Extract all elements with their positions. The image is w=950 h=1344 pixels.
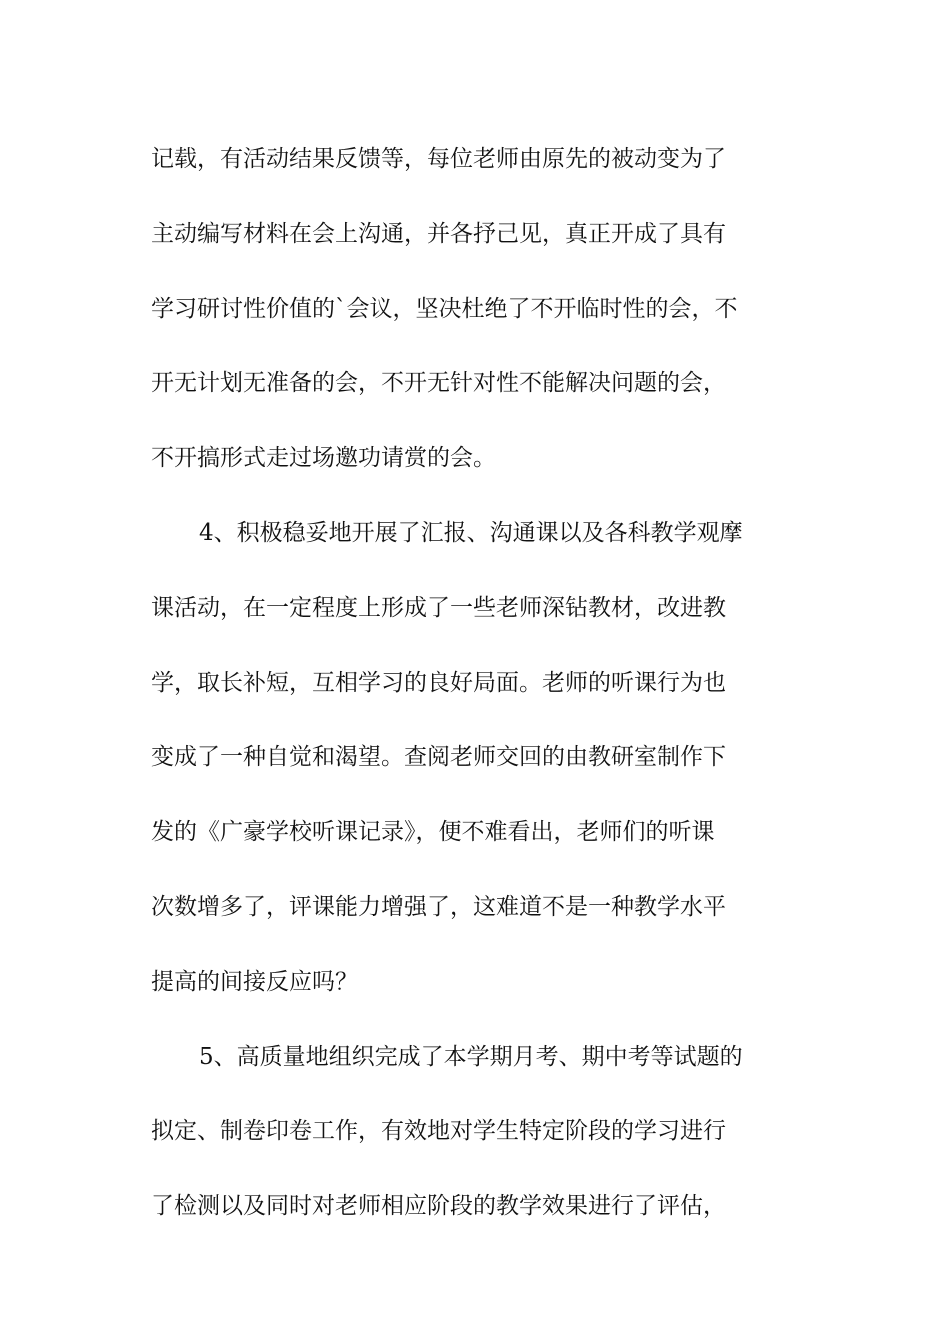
text-line-7: 课活动，在一定程度上形成了一些老师深钻教材，改进教 bbox=[151, 594, 726, 621]
text-line-3: 学习研讨性价值的`会议，坚决杜绝了不开临时性的会，不 bbox=[151, 295, 738, 322]
paragraph-4-start: 4、积极稳妥地开展了汇报、沟通课以及各科教学观摩 bbox=[199, 519, 743, 546]
text-line-2: 主动编写材料在会上沟通，并各抒己见，真正开成了具有 bbox=[151, 220, 726, 247]
text-line-5: 不开搞形式走过场邀功请赏的会。 bbox=[151, 445, 496, 472]
text-line-10: 发的《广豪学校听课记录》，便不难看出，老师们的听课 bbox=[151, 819, 715, 846]
body-text bbox=[151, 122, 811, 1244]
text-line-14: 拟定、制卷印卷工作，有效地对学生特定阶段的学习进行 bbox=[151, 1118, 726, 1145]
text-line-15: 了检测以及同时对老师相应阶段的教学效果进行了评估， bbox=[151, 1193, 726, 1220]
paragraph-5-start: 5、高质量地组织完成了本学期月考、期中考等试题的 bbox=[199, 1043, 743, 1070]
text-line-4: 开无计划无准备的会，不开无针对性不能解决问题的会， bbox=[151, 370, 726, 397]
text-line-11: 次数增多了，评课能力增强了，这难道不是一种教学水平 bbox=[151, 893, 726, 920]
text-line-12: 提高的间接反应吗？ bbox=[151, 968, 358, 995]
text-line-1: 记载，有活动结果反馈等，每位老师由原先的被动变为了 bbox=[151, 146, 726, 172]
text-line-9: 变成了一种自觉和渴望。查阅老师交回的由教研室制作下 bbox=[151, 744, 726, 771]
text-line-8: 学，取长补短，互相学习的良好局面。老师的听课行为也 bbox=[151, 669, 726, 696]
